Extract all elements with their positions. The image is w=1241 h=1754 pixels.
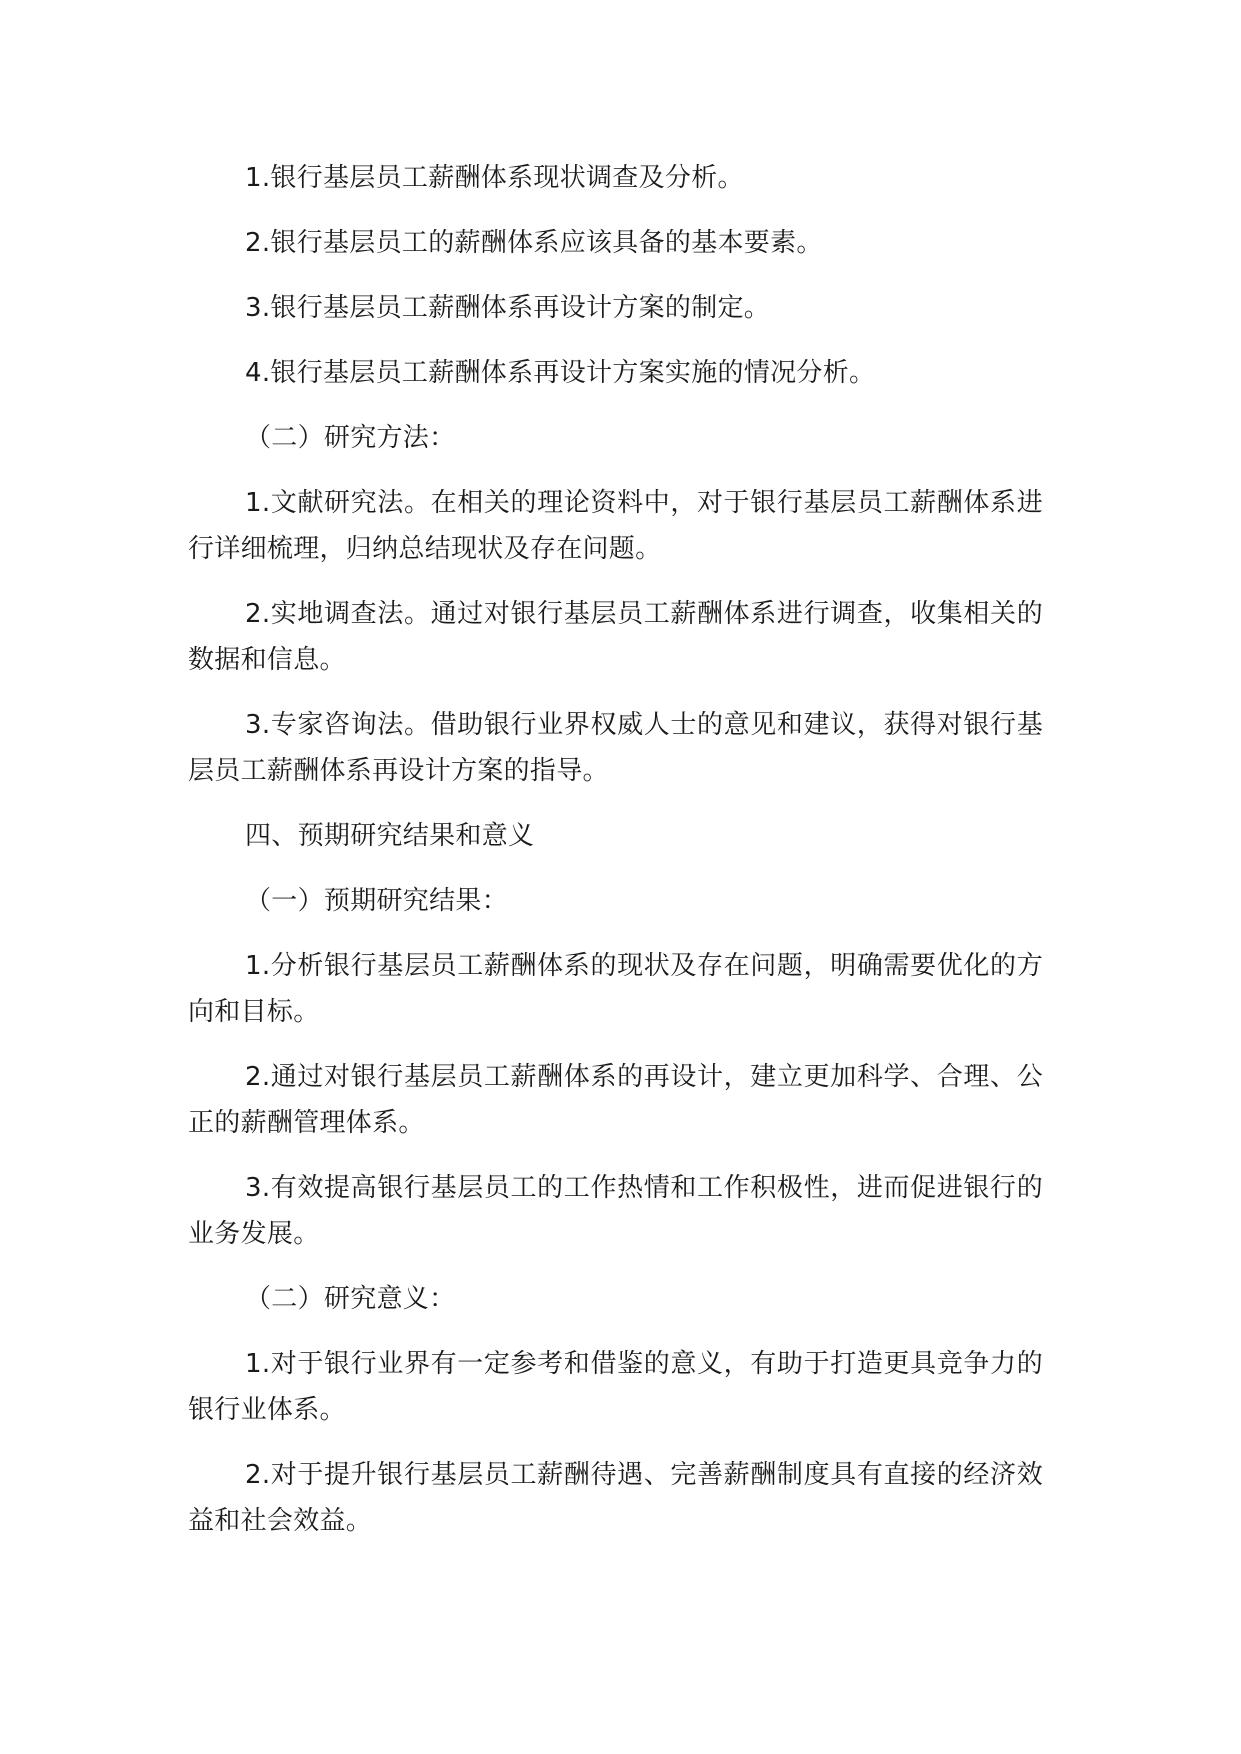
method-field-survey: 2.实地调查法。通过对银行基层员工薪酬体系进行调查，收集相关的数据和信息。 (188, 599, 1043, 675)
document-body (188, 155, 1043, 1563)
result-item-3: 3.有效提高银行基层员工的工作热情和工作积极性，进而促进银行的业务发展。 (188, 1173, 1043, 1249)
subsection-heading-significance: （二）研究意义： (245, 1284, 456, 1314)
result-item-2: 2.通过对银行基层员工薪酬体系的再设计，建立更加科学、合理、公正的薪酬管理体系。 (188, 1062, 1043, 1138)
list-item-survey-analysis: 1.银行基层员工薪酬体系现状调查及分析。 (245, 163, 744, 193)
method-literature-research: 1.文献研究法。在相关的理论资料中，对于银行基层员工薪酬体系进行详细梳理，归纳总结现状及存在问题。 (188, 488, 1043, 564)
result-item-1: 1.分析银行基层员工薪酬体系的现状及存在问题，明确需要优化的方向和目标。 (188, 951, 1043, 1027)
section-heading-expected-results: 四、预期研究结果和意义 (245, 821, 535, 851)
method-expert-consultation: 3.专家咨询法。借助银行业界权威人士的意见和建议，获得对银行基层员工薪酬体系再设计方案的指导。 (188, 710, 1043, 786)
significance-item-1: 1.对于银行业界有一定参考和借鉴的意义，有助于打造更具竞争力的银行业体系。 (188, 1349, 1043, 1425)
list-item-basic-elements: 2.银行基层员工的薪酬体系应该具备的基本要素。 (245, 228, 823, 258)
section-heading-methods: （二）研究方法： (245, 423, 456, 453)
list-item-implementation-analysis: 4.银行基层员工薪酬体系再设计方案实施的情况分析。 (245, 358, 876, 388)
subsection-heading-results: （一）预期研究结果： (245, 886, 509, 916)
list-item-plan-formulation: 3.银行基层员工薪酬体系再设计方案的制定。 (245, 293, 771, 323)
significance-item-2: 2.对于提升银行基层员工薪酬待遇、完善薪酬制度具有直接的经济效益和社会效益。 (188, 1460, 1043, 1536)
